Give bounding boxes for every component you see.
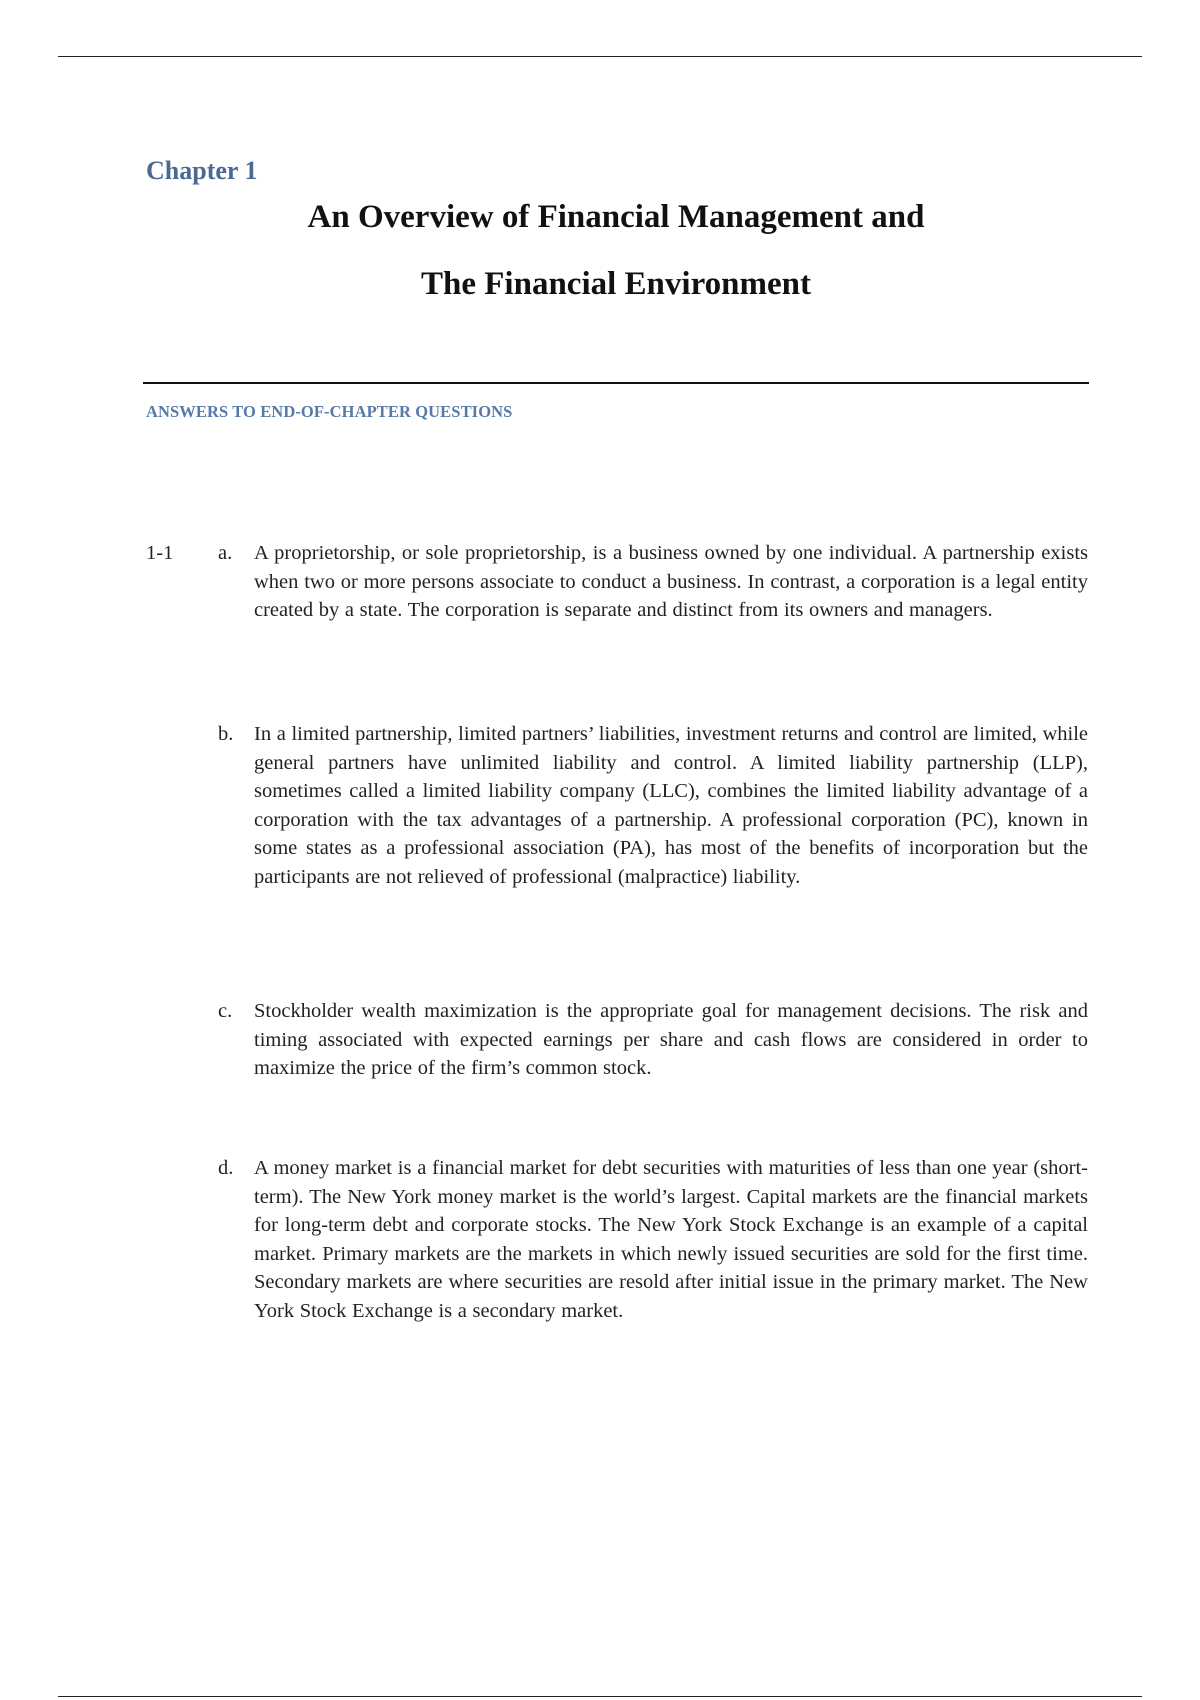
section-heading: ANSWERS TO END-OF-CHAPTER QUESTIONS bbox=[146, 402, 513, 421]
question-number: 1-1 bbox=[146, 542, 174, 564]
answer-item-letter: b. bbox=[218, 723, 234, 745]
answer-item-b bbox=[218, 720, 1088, 891]
chapter-title-line-1: An Overview of Financial Management and bbox=[307, 199, 925, 235]
answer-item-c bbox=[218, 997, 1088, 1083]
answer-item-text: A money market is a financial market for debt securities with maturities of less than one year (short-term). The New York money market is the world’s largest. Capital markets are the financial markets for long-term debt and corporate stocks. The New York Stock Exchange is an example of a capital market. Primary markets are the markets in which newly issued securities are sold for the first time. Secondary markets are where securities are resold after initial issue in the primary market. The New York Stock Exchange is a secondary market. bbox=[254, 1157, 1088, 1322]
page-bottom-rule bbox=[58, 1696, 1142, 1697]
answer-item-text: Stockholder wealth maximization is the appropriate goal for management decisions. The risk and timing associated with expected earnings per share and cash flows are considered in order to maximize the price of the firm’s common stock. bbox=[254, 1000, 1088, 1079]
answer-item-letter: c. bbox=[218, 1000, 233, 1022]
title-divider-rule bbox=[143, 382, 1089, 384]
answer-item-text: In a limited partnership, limited partners’ liabilities, investment returns and control are limited, while general partners have unlimited liability and control. A limited liability partnership (LLP), sometimes called a limited liability company (LLC), combines the limited liability advantage of a corporation with the tax advantages of a partnership. A professional corporation (PC), known in some states as a professional association (PA), has most of the benefits of incorporation but the participants are not relieved of professional (malpractice) liability. bbox=[254, 723, 1088, 888]
chapter-title-line-2: The Financial Environment bbox=[421, 266, 811, 302]
answer-item-a bbox=[218, 539, 1088, 625]
answer-item-d bbox=[218, 1154, 1088, 1325]
answer-item-letter: a. bbox=[218, 542, 233, 564]
page-top-rule bbox=[58, 56, 1142, 57]
answer-item-text: A proprietorship, or sole proprietorship, is a business owned by one individual. A partnership exists when two or more persons associate to conduct a business. In contrast, a corporation is a legal entity created by a state. The corporation is separate and distinct from its owners and managers. bbox=[254, 542, 1088, 621]
answer-item-letter: d. bbox=[218, 1157, 234, 1179]
chapter-label: Chapter 1 bbox=[146, 156, 258, 185]
